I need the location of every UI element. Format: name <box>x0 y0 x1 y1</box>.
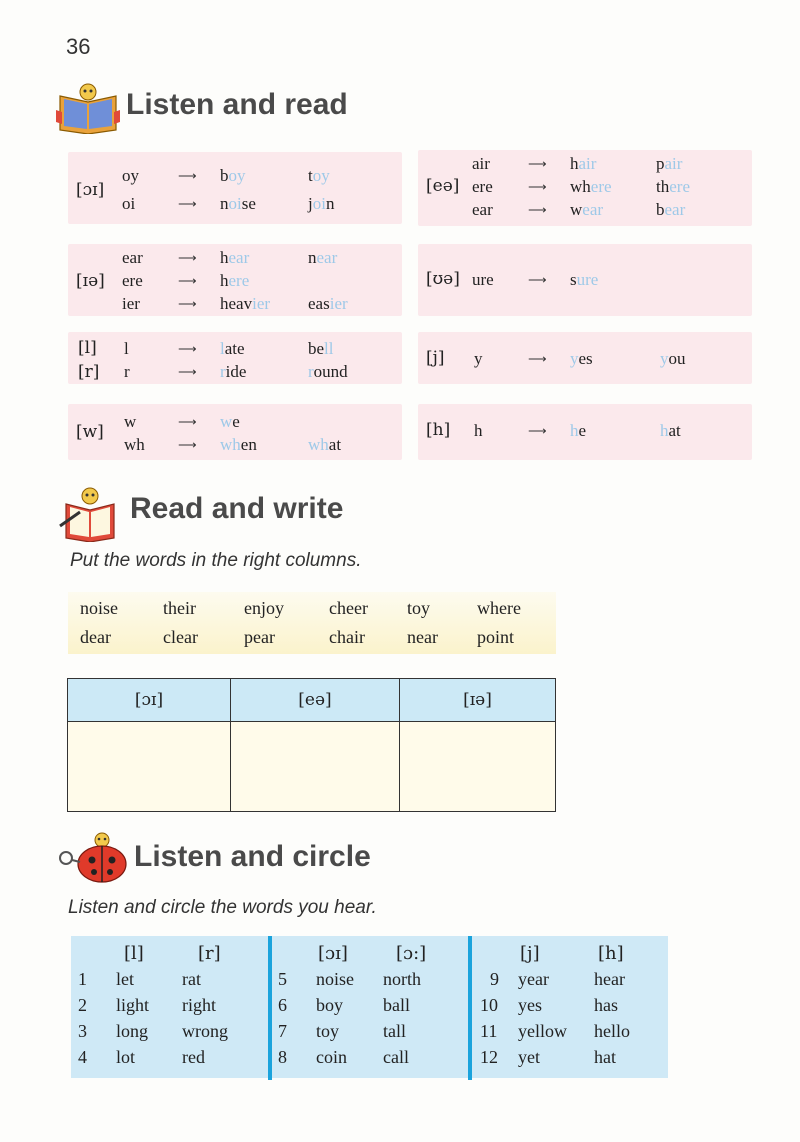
example-word: where <box>570 177 612 196</box>
phonetic-symbol: [r] <box>78 362 100 382</box>
word-option[interactable]: coin <box>316 1047 347 1067</box>
letters: wh <box>124 435 145 454</box>
item-number: 6 <box>278 995 287 1015</box>
letters: ear <box>472 200 493 219</box>
word-option[interactable]: year <box>518 969 549 989</box>
group-header: [l] <box>124 943 144 964</box>
group-header: [r] <box>198 943 221 964</box>
example-word: boy <box>220 166 246 185</box>
example-word: there <box>656 177 690 196</box>
example-word: ride <box>220 362 247 381</box>
ladybug-icon <box>54 830 130 886</box>
word-bank-word: clear <box>163 627 198 647</box>
example-word: sure <box>570 270 599 289</box>
word-option[interactable]: long <box>116 1021 149 1041</box>
phonetic-symbol: [h] <box>426 420 451 440</box>
item-number: 11 <box>480 1021 498 1041</box>
group-header: [h] <box>598 943 624 964</box>
word-option[interactable]: hello <box>594 1021 630 1041</box>
word-option[interactable]: hear <box>594 969 625 989</box>
word-option[interactable]: has <box>594 995 618 1015</box>
example-word: toy <box>308 166 330 185</box>
phonetic-symbol: [l] <box>78 338 97 358</box>
example-word: he <box>570 421 587 440</box>
letters: ere <box>122 271 143 290</box>
answer-cell[interactable] <box>231 722 400 812</box>
example-word: late <box>220 339 245 358</box>
word-bank-word: chair <box>329 627 365 647</box>
book-reading-icon <box>52 82 124 134</box>
letters: air <box>472 154 490 173</box>
group-header: [ɔɪ] <box>318 943 348 964</box>
item-number: 2 <box>78 995 87 1015</box>
arrow-icon: ⟶ <box>178 437 197 452</box>
word-bank-word: toy <box>407 598 431 618</box>
example-word: hear <box>220 248 250 267</box>
instruction-text: Put the words in the right columns. <box>70 550 362 571</box>
example-word: hat <box>660 421 681 440</box>
instruction-text: Listen and circle the words you hear. <box>68 897 377 918</box>
arrow-icon: ⟶ <box>528 423 547 438</box>
phonetic-symbol: [j] <box>426 348 445 368</box>
letters: l <box>124 339 129 358</box>
word-bank-word: noise <box>80 598 118 618</box>
example-word: bell <box>308 339 334 358</box>
arrow-icon: ⟶ <box>178 364 197 379</box>
letters: h <box>474 421 483 440</box>
example-word: we <box>220 412 240 431</box>
item-number: 8 <box>278 1047 287 1067</box>
word-option[interactable]: hat <box>594 1047 616 1067</box>
arrow-icon: ⟶ <box>528 202 547 217</box>
item-number: 12 <box>480 1047 498 1067</box>
word-option[interactable]: toy <box>316 1021 340 1041</box>
arrow-icon: ⟶ <box>178 414 197 429</box>
phonetic-symbol: [ʊə] <box>426 269 460 289</box>
arrow-icon: ⟶ <box>178 273 197 288</box>
word-option[interactable]: north <box>383 969 421 989</box>
column-header: [eə] <box>231 679 400 722</box>
arrow-icon: ⟶ <box>528 156 547 171</box>
letters: ure <box>472 270 494 289</box>
arrow-icon: ⟶ <box>178 168 197 183</box>
word-bank-word: cheer <box>329 598 368 618</box>
word-bank-word: dear <box>80 627 111 647</box>
book-writing-icon <box>56 486 128 542</box>
word-option[interactable]: yellow <box>518 1021 567 1041</box>
letters: r <box>124 362 130 381</box>
word-option[interactable]: noise <box>316 969 354 989</box>
arrow-icon: ⟶ <box>178 296 197 311</box>
letters: y <box>474 349 483 368</box>
letters: w <box>124 412 137 431</box>
item-number: 5 <box>278 969 287 989</box>
word-option[interactable]: let <box>116 969 134 989</box>
letters: oi <box>122 194 136 213</box>
word-option[interactable]: yes <box>518 995 542 1015</box>
example-word: join <box>308 194 335 213</box>
group-header: [ɔ:] <box>396 943 427 964</box>
arrow-icon: ⟶ <box>528 272 547 287</box>
group-divider <box>468 936 472 1080</box>
section-title-listen-and-circle: Listen and circle <box>134 840 371 873</box>
item-number: 10 <box>480 995 498 1015</box>
example-word: round <box>308 362 348 381</box>
phonetic-symbol: [w] <box>76 422 104 442</box>
word-option[interactable]: right <box>182 995 216 1015</box>
example-word: bear <box>656 200 686 219</box>
item-number: 1 <box>78 969 87 989</box>
arrow-icon: ⟶ <box>178 196 197 211</box>
example-word: heavier <box>220 294 271 313</box>
word-option[interactable]: rat <box>182 969 201 989</box>
word-bank-word: pear <box>244 627 275 647</box>
letters: oy <box>122 166 139 185</box>
group-divider <box>268 936 272 1080</box>
phonetic-symbol: [ɔɪ] <box>76 180 105 200</box>
word-bank-word: enjoy <box>244 598 284 618</box>
word-bank-word: their <box>163 598 196 618</box>
column-header: [ɪə] <box>400 679 556 722</box>
example-word: what <box>308 435 342 454</box>
item-number: 4 <box>78 1047 87 1067</box>
example-word: when <box>220 435 257 454</box>
arrow-icon: ⟶ <box>178 341 197 356</box>
example-word: you <box>660 349 686 368</box>
page-number: 36 <box>66 34 91 59</box>
word-option[interactable]: yet <box>518 1047 540 1067</box>
letters: ear <box>122 248 143 267</box>
word-option[interactable]: light <box>116 995 150 1015</box>
word-option[interactable]: wrong <box>182 1021 228 1041</box>
item-number: 7 <box>278 1021 287 1041</box>
word-option[interactable]: ball <box>383 995 410 1015</box>
letters: ier <box>122 294 140 313</box>
example-word: hair <box>570 154 597 173</box>
word-bank-word: near <box>407 627 438 647</box>
answer-cell[interactable] <box>400 722 556 812</box>
word-option[interactable]: tall <box>383 1021 406 1041</box>
circle-exercise-box <box>71 936 668 1078</box>
word-option[interactable]: red <box>182 1047 205 1067</box>
example-word: easier <box>308 294 348 313</box>
word-bank-word: point <box>477 627 515 647</box>
section-title-read-and-write: Read and write <box>130 492 344 525</box>
example-word: here <box>220 271 250 290</box>
group-header: [j] <box>520 943 540 964</box>
section-title-listen-and-read: Listen and read <box>126 88 348 121</box>
example-word: pair <box>656 154 683 173</box>
example-word: noise <box>220 194 256 213</box>
column-header: [ɔɪ] <box>68 679 231 722</box>
phonetic-symbol: [ɪə] <box>76 271 105 291</box>
example-word: near <box>308 248 338 267</box>
phonetic-symbol: [eə] <box>426 176 460 196</box>
answer-cell[interactable] <box>68 722 231 812</box>
item-number: 3 <box>78 1021 87 1041</box>
word-option[interactable]: boy <box>316 995 343 1015</box>
example-word: wear <box>570 200 604 219</box>
item-number: 9 <box>490 969 499 989</box>
arrow-icon: ⟶ <box>528 179 547 194</box>
word-option[interactable]: call <box>383 1047 409 1067</box>
letters: ere <box>472 177 493 196</box>
sorting-table <box>67 678 556 812</box>
arrow-icon: ⟶ <box>528 351 547 366</box>
arrow-icon: ⟶ <box>178 250 197 265</box>
word-bank-word: where <box>477 598 521 618</box>
example-word: yes <box>570 349 593 368</box>
word-option[interactable]: lot <box>116 1047 136 1067</box>
